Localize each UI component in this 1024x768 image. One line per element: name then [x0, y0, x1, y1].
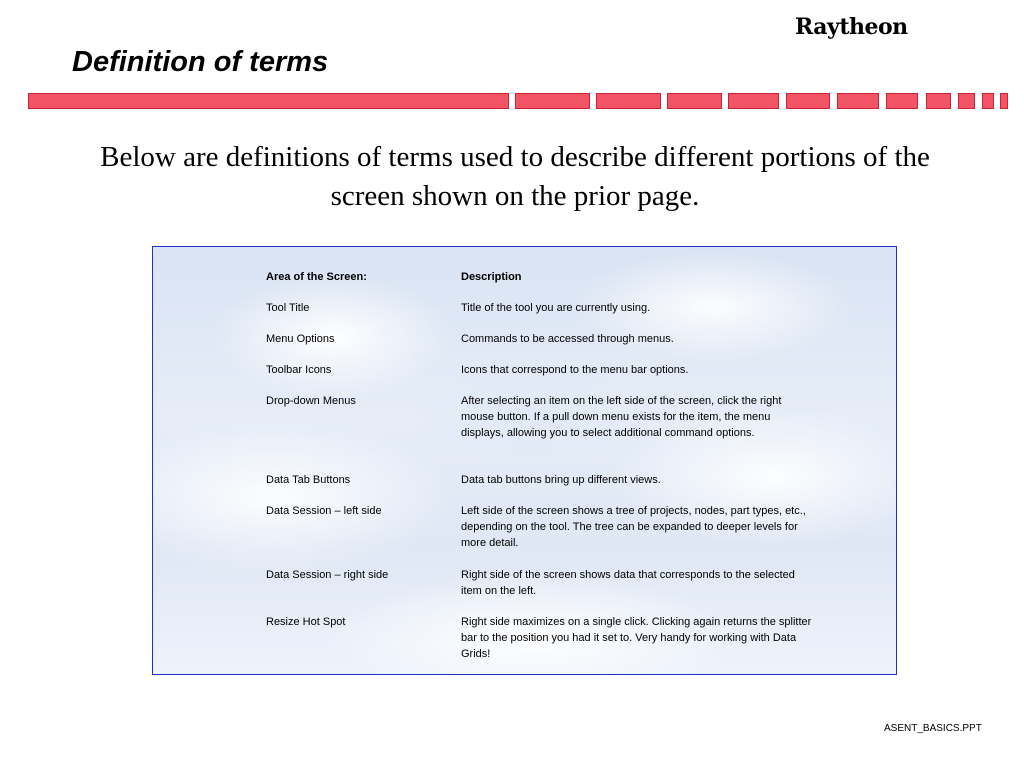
- row-area: Drop-down Menus: [266, 395, 356, 407]
- row-description: Right side of the screen shows data that corresponds to the selected item on the left.: [461, 569, 795, 597]
- row-area: Tool Title: [266, 302, 310, 314]
- row-area: Menu Options: [266, 333, 335, 345]
- bar-segment: [982, 93, 994, 109]
- bar-segment: [837, 93, 879, 109]
- row-description: Commands to be accessed through menus.: [461, 333, 674, 345]
- raytheon-logo: Raytheon: [795, 14, 908, 40]
- bar-segment: [515, 93, 590, 109]
- bar-segment: [728, 93, 779, 109]
- row-description: After selecting an item on the left side of the screen, click the right mouse button. If a pull down menu exists for the item, the menu displays, allowing you to select additional command options.: [461, 395, 782, 439]
- row-description: Icons that correspond to the menu bar options.: [461, 364, 689, 376]
- row-area: Data Session – left side: [266, 505, 382, 517]
- row-area: Data Tab Buttons: [266, 474, 351, 486]
- row-area: Resize Hot Spot: [266, 616, 346, 628]
- row-area: Data Session – right side: [266, 569, 389, 581]
- header-description: Description: [461, 271, 522, 283]
- row-description: Right side maximizes on a single click. Clicking again returns the splitter bar to the position you had it set to. Very handy for working with Data Grids!: [461, 616, 812, 660]
- row-area: Toolbar Icons: [266, 364, 332, 376]
- definitions-table: [152, 246, 897, 675]
- intro-text: Below are definitions of terms used to describe different portions of the screen shown on the prior page.: [100, 141, 930, 212]
- footer-filename: ASENT_BASICS.PPT: [884, 723, 982, 734]
- row-description: Left side of the screen shows a tree of projects, nodes, part types, etc., depending on the tool. The tree can be expanded to deeper levels for more detail.: [461, 505, 806, 549]
- bar-segment: [786, 93, 830, 109]
- bar-segment: [926, 93, 951, 109]
- decorative-bar-row: [28, 93, 1008, 111]
- bar-segment: [958, 93, 975, 109]
- bar-segment: [28, 93, 509, 109]
- page-title: Definition of terms: [72, 46, 329, 78]
- row-description: Title of the tool you are currently using.: [461, 302, 651, 314]
- header-area: Area of the Screen:: [266, 271, 367, 283]
- bar-segment: [1000, 93, 1008, 109]
- bar-segment: [667, 93, 722, 109]
- bar-segment: [886, 93, 918, 109]
- bar-segment: [596, 93, 661, 109]
- row-description: Data tab buttons bring up different views.: [461, 474, 661, 486]
